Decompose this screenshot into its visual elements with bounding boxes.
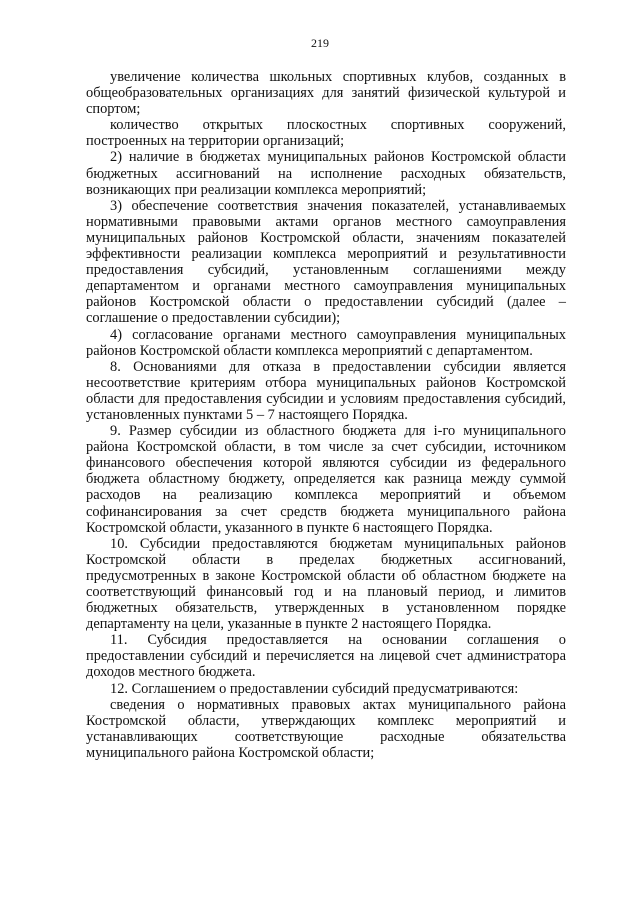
- paragraph-condition-4: 4) согласование органами местного самоуправления муниципальных районов Костромской области комплекса мероприятий с департаментом.: [86, 326, 566, 359]
- paragraph-condition-2: 2) наличие в бюджетах муниципальных районов Костромской области бюджетных ассигнований на исполнение расходных обязательств, возникающих при реализации комплекса мероприятий;: [86, 149, 566, 198]
- document-body: [86, 69, 566, 761]
- page-number: 219: [311, 36, 329, 50]
- paragraph-item-9: 9. Размер субсидии из областного бюджета для i-го муниципального района Костромской области, в том числе за счет субсидии, источником финансового обеспечения которой являются субсидии из федерального бюджета областному бюджету, определяется как разница между суммой расходов на реализацию комплекса мероприятий и объемом софинансирования за счет средств бюджета муниципального района Костромской области, указанного в пункте 6 настоящего Порядка.: [86, 423, 566, 536]
- paragraph-item-8: 8. Основаниями для отказа в предоставлении субсидии является несоответствие критериям отбора муниципальных районов Костромской области для предоставления субсидии и условиям предоставления субсидий, установленных пунктами 5 – 7 настоящего Порядка.: [86, 358, 566, 423]
- paragraph-condition-3: 3) обеспечение соответствия значения показателей, устанавливаемых нормативными правовыми актами органов местного самоуправления муниципальных районов Костромской области, значениям показателей эффективности реализации комплекса мероприятий и результативности предоставления субсидий, установленным соглашениями между департаментом и органами местного самоуправления муниципальных районов Костромской области о предоставлении субсидий (далее – соглашение о предоставлении субсидии);: [86, 197, 566, 327]
- paragraph-item-11: 11. Субсидия предоставляется на основании соглашения о предоставлении субсидий и перечисляется на лицевой счет администратора доходов местного бюджета.: [86, 632, 566, 681]
- paragraph-agreement-info: сведения о нормативных правовых актах муниципального района Костромской области, утверждающих комплекс мероприятий и устанавливающих соответствующие расходные обязательства муниципального района Костромской области;: [86, 696, 566, 761]
- paragraph-sports-facilities: количество открытых плоскостных спортивных сооружений, построенных на территории организаций;: [86, 117, 566, 150]
- paragraph-item-10: 10. Субсидии предоставляются бюджетам муниципальных районов Костромской области в пределах бюджетных ассигнований, предусмотренных в законе Костромской области об областном бюджете на соответствующий финансовый год и на плановый период, и лимитов бюджетных обязательств, утвержденных в установленном порядке департаменту на цели, указанные в пункте 2 настоящего Порядка.: [86, 535, 566, 633]
- paragraph-item-12: 12. Соглашением о предоставлении субсидий предусматриваются:: [110, 680, 519, 697]
- paragraph-school-sports-clubs: увеличение количества школьных спортивных клубов, созданных в общеобразовательных организациях для занятий физической культурой и спортом;: [86, 69, 566, 118]
